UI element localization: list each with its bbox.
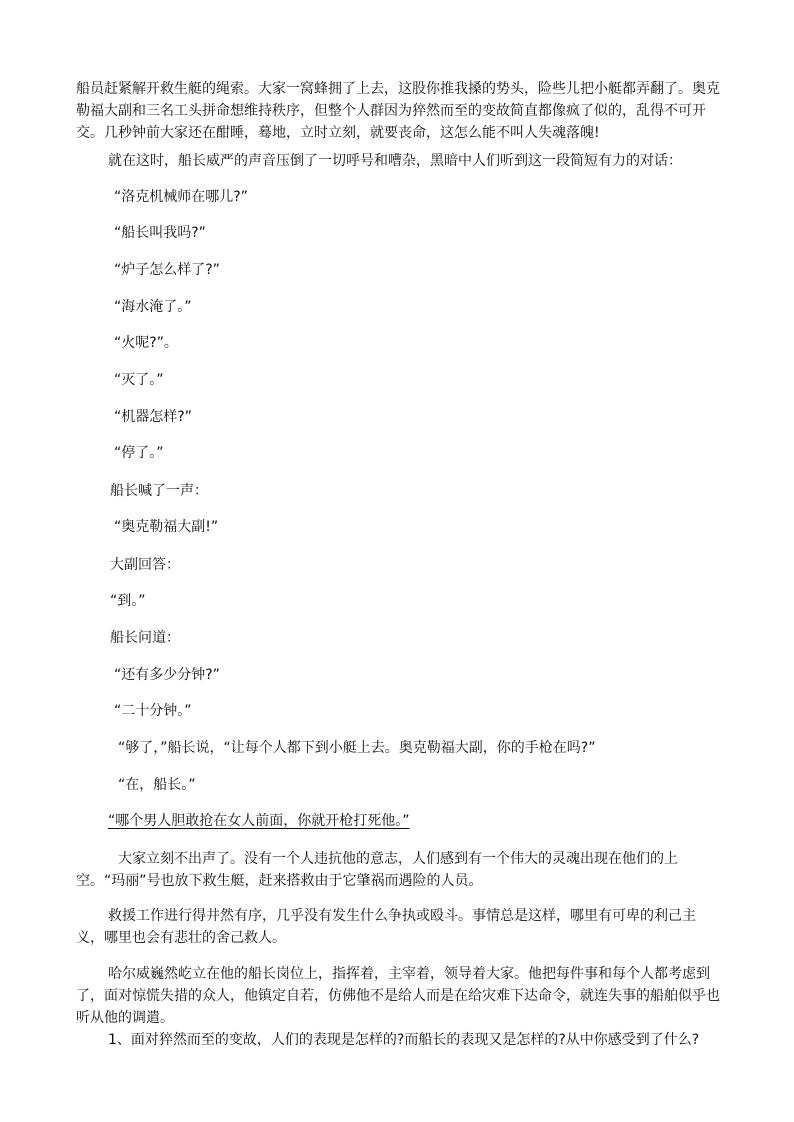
dialogue-line-3: “炉子怎么样了?” xyxy=(114,262,220,278)
dialogue-line-12: “到。” xyxy=(110,593,146,609)
dialogue-line-17: “在，船长。” xyxy=(118,777,196,793)
paragraph-1: 船员赶紧解开救生艇的绳索。大家一窝蜂拥了上去，这股你推我搡的势头，险些儿把小艇都弄翻了。奥克勒福大副和三名工头拼命想维持秩序，但整个人群因为猝然而至的变故简直都像疯了似的，乱得不可开交。几秒钟前大家还在酣睡，蓦地，立时立刻，就要丧命，这怎么能不叫人失魂落魄! xyxy=(76,81,720,141)
dialogue-line-10: “奥克勒福大副!” xyxy=(114,519,219,535)
dialogue-line-8: “停了。” xyxy=(114,445,164,461)
dialogue-line-11: 大副回答： xyxy=(110,557,180,573)
dialogue-line-9: 船长喊了一声： xyxy=(110,483,208,499)
dialogue-line-2: “船长叫我吗?” xyxy=(114,225,206,241)
dialogue-line-6: “灭了。” xyxy=(114,372,164,388)
dialogue-line-7: “机器怎样?” xyxy=(114,409,192,425)
question-1: 1、面对猝然而至的变故，人们的表现是怎样的?而船长的表现又是怎样的?从中你感受到了什么? xyxy=(108,1032,700,1048)
paragraph-4: 救援工作进行得井然有序，几乎没有发生什么争执或殴斗。事情总是这样，哪里有可卑的利己主义，哪里也会有悲壮的舍己救人。 xyxy=(76,908,696,946)
dialogue-line-13: 船长问道： xyxy=(110,630,180,646)
dialogue-line-5: “火呢?”。 xyxy=(114,335,178,351)
paragraph-2: 就在这时，船长威严的声音压倒了一切呼号和嘈杂，黑暗中人们听到这一段简短有力的对话： xyxy=(108,153,682,169)
dialogue-line-4: “海水淹了。” xyxy=(114,299,192,315)
paragraph-3: 大家立刻不出声了。没有一个人违抗他的意志，人们感到有一个伟大的灵魂出现在他们的上空。“玛丽”号也放下救生艇，赶来搭救由于它肇祸而遇险的人员。 xyxy=(76,851,678,889)
dialogue-line-18: “哪个男人胆敢抢在女人前面，你就开枪打死他。” xyxy=(108,813,410,829)
dialogue-line-16: “够了，”船长说，“让每个人都下到小艇上去。奥克勒福大副，你的手枪在吗?” xyxy=(118,740,596,756)
paragraph-5: 哈尔威巍然屹立在他的船长岗位上，指挥着，主宰着，领导着大家。他把每件事和每个人都考虑到了，面对惊慌失措的众人，他镇定自若，仿佛他不是给人而是在给灾难下达命令，就连失事的船舶似乎也听从他的调遣。 xyxy=(76,966,720,1026)
dialogue-line-15: “二十分钟。” xyxy=(114,703,192,719)
dialogue-line-14: “还有多少分钟?” xyxy=(114,667,220,683)
dialogue-line-1: “洛克机械师在哪儿?” xyxy=(114,189,248,205)
